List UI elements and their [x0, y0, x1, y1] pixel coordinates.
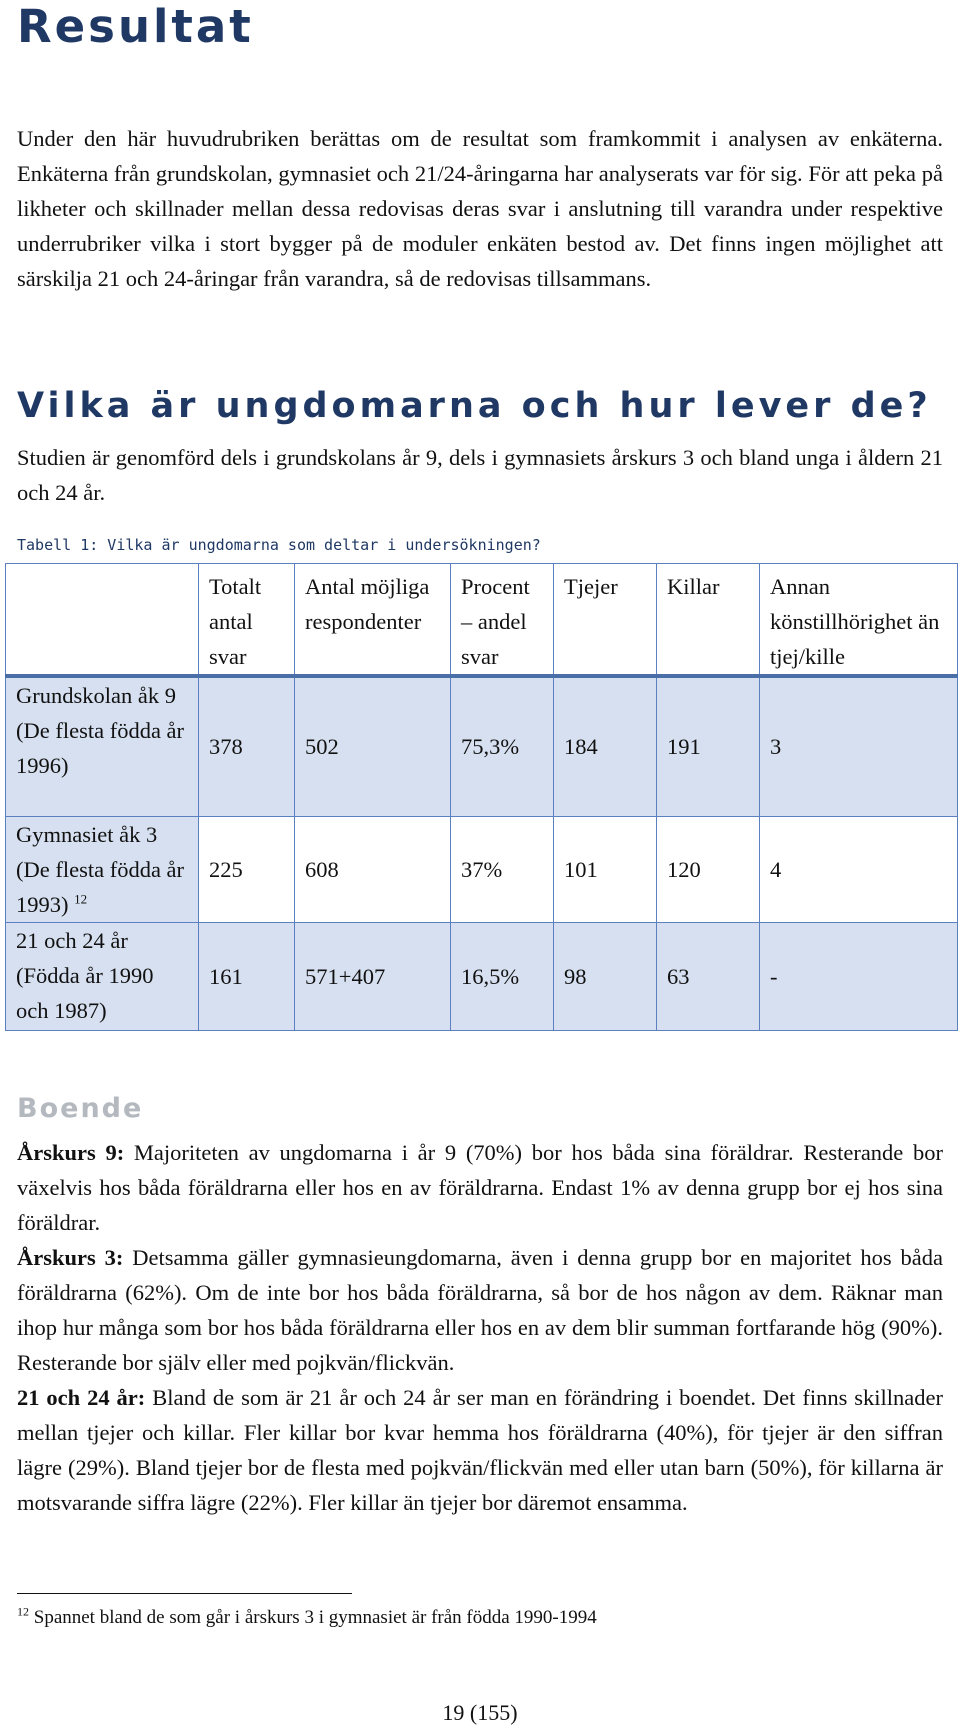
housing-paragraph [17, 1135, 943, 1240]
paragraph-lead: 21 och 24 år: [17, 1385, 146, 1410]
header-cell: Procent – andel svar [451, 564, 554, 677]
header-cell: Killar [657, 564, 760, 677]
table-cell: 16,5% [451, 922, 554, 1030]
table-caption: Tabell 1: Vilka är ungdomarna som deltar i undersökningen? [17, 536, 541, 554]
housing-paragraph [17, 1240, 943, 1380]
table-cell: 161 [199, 922, 295, 1030]
table-cell: 191 [657, 676, 760, 816]
row-label-text: 21 och 24 år (Födda år 1990 och 1987) [16, 927, 154, 1023]
intro-paragraph: Under den här huvudrubriken berättas om de resultat som framkommit i analysen av enkäterna. Enkäterna från grundskolan, gymnasiet och 21/24-åringarna har analyserats var för sig. För att peka på likheter och skillnader mellan dessa redovisas deras svar i anslutning till varandra under respektive underrubriker vilka i stort bygger på de moduler enkäten bestod av. Det finns ingen möjlighet att särskilja 21 och 24-åringar från varandra, så de redovisas tillsammans. [17, 126, 943, 291]
table-cell: 571+407 [295, 922, 451, 1030]
table-cell: 184 [554, 676, 657, 816]
table-header-row [6, 564, 958, 677]
table-cell: - [760, 922, 958, 1030]
table-cell: 3 [760, 676, 958, 816]
table-cell: 63 [657, 922, 760, 1030]
header-cell [6, 564, 199, 677]
footnote-number: 12 [17, 1604, 29, 1619]
row-label [6, 816, 199, 922]
paragraph-text: Detsamma gäller gymnasieungdomarna, även i denna grupp bor en majoritet hos båda föräldrarna (62%). Om de inte bor hos båda föräldrarna, så bor de hos någon av dem. Räknar man ihop hur många som bor hos båda föräldrarna eller hos en av dem blir summan fortfarande hög (90%). Resterande bor själv eller med pojkvän/flickvän. [17, 1245, 943, 1375]
page-title: Resultat [17, 0, 254, 53]
table-cell: 98 [554, 922, 657, 1030]
paragraph-lead: Årskurs 3: [17, 1245, 124, 1270]
table-row [6, 922, 958, 1030]
housing-paragraph [17, 1380, 943, 1520]
subsection-heading: Boende [17, 1093, 144, 1124]
page-number: 19 (155) [442, 1700, 518, 1725]
header-cell: Annan könstillhörighet än tjej/kille [760, 564, 958, 677]
table-cell: 608 [295, 816, 451, 922]
table-cell: 120 [657, 816, 760, 922]
table-cell: 502 [295, 676, 451, 816]
header-cell: Tjejer [554, 564, 657, 677]
footnote [17, 1605, 597, 1631]
table-row [6, 676, 958, 816]
table-cell: 225 [199, 816, 295, 922]
section-heading: Vilka är ungdomarna och hur lever de? [17, 386, 932, 426]
table-row [6, 816, 958, 922]
section-paragraph: Studien är genomförd dels i grundskolans år 9, dels i gymnasiets årskurs 3 och bland unga i åldern 21 och 24 år. [17, 445, 943, 505]
paragraph-lead: Årskurs 9: [17, 1140, 125, 1165]
table-cell: 4 [760, 816, 958, 922]
paragraph-text: Majoriteten av ungdomarna i år 9 (70%) bor hos båda sina föräldrar. Resterande bor växelvis hos båda föräldrarna eller hos en av föräldrarna. Endast 1% av denna grupp bor ej hos sina föräldrar. [17, 1140, 943, 1235]
results-table [5, 563, 958, 1031]
row-label [6, 676, 199, 816]
row-label [6, 922, 199, 1030]
row-label-text: Gymnasiet åk 3 (De flesta födda år 1993) [16, 821, 185, 917]
table-cell: 101 [554, 816, 657, 922]
paragraph-text: Bland de som är 21 år och 24 år ser man en förändring i boendet. Det finns skillnader mellan tjejer och killar. Fler killar bor kvar hemma hos föräldrarna (40%), för tjejer är den siffran lägre (29%). Bland tjejer bor de flesta med pojkvän/flickvän med eller utan barn (50%), för killarna är motsvarande siffra lägre (22%). Fler killar än tjejer bor däremot ensamma. [17, 1385, 943, 1515]
housing-section [17, 1135, 943, 1520]
footnote-text: Spannet bland de som går i årskurs 3 i gymnasiet är från födda 1990-1994 [33, 1607, 597, 1628]
header-cell: Totalt antal svar [199, 564, 295, 677]
table-cell: 378 [199, 676, 295, 816]
table-cell: 37% [451, 816, 554, 922]
footnote-divider [17, 1593, 352, 1594]
header-cell: Antal möjliga respondenter [295, 564, 451, 677]
row-label-text: Grundskolan åk 9 (De flesta födda år 1996) [16, 683, 185, 778]
table-cell: 75,3% [451, 676, 554, 816]
footnote-marker: 12 [74, 891, 88, 906]
